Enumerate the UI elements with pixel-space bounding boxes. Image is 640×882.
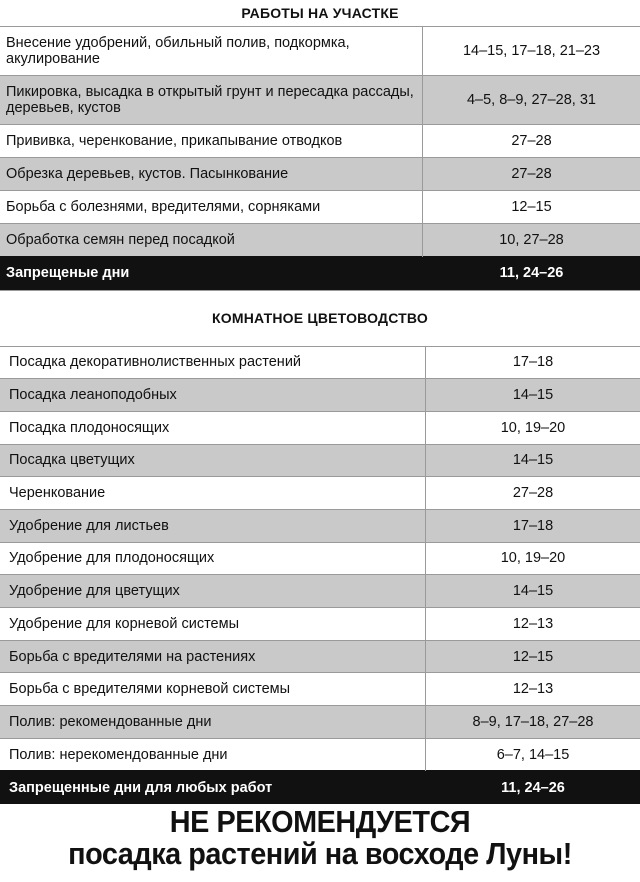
- work-label: Удобрение для цветущих: [0, 575, 426, 608]
- work-label: Обрезка деревьев, кустов. Пасынкование: [0, 158, 423, 191]
- work-label: Прививка, черенкование, прикапывание отводков: [0, 125, 423, 158]
- work-days: 10, 27–28: [423, 224, 640, 257]
- table-row: [0, 411, 640, 444]
- table-row: [0, 542, 640, 575]
- table-row: [0, 379, 640, 412]
- work-days: 12–15: [426, 640, 640, 673]
- work-days: 8–9, 17–18, 27–28: [426, 706, 640, 739]
- table-row: [0, 509, 640, 542]
- table-row: [0, 224, 640, 257]
- forbidden-days: 11, 24–26: [423, 257, 640, 290]
- table-row: [0, 125, 640, 158]
- work-label: Внесение удобрений, обильный полив, подкормка, акулирование: [0, 27, 423, 76]
- work-label: Удобрение для листьев: [0, 509, 426, 542]
- table-row: [0, 27, 640, 76]
- work-days: 12–15: [423, 191, 640, 224]
- table-row: [0, 608, 640, 641]
- work-label: Посадка декоративнолиственных растений: [0, 346, 426, 379]
- table-row: [0, 477, 640, 510]
- table-row: [0, 76, 640, 125]
- work-label: Полив: рекомендованные дни: [0, 706, 426, 739]
- notice-headline: НЕ РЕКОМЕНДУЕТСЯ: [169, 804, 471, 839]
- forbidden-days-row: [0, 257, 640, 290]
- section-title-indoor: КОМНАТНОЕ ЦВЕТОВОДСТВО: [0, 290, 640, 346]
- indoor-flowers-table: [0, 346, 640, 804]
- forbidden-label: Запрещенные дни для любых работ: [0, 771, 426, 804]
- work-days: 12–13: [426, 608, 640, 641]
- work-days: 17–18: [426, 509, 640, 542]
- work-days: 12–13: [426, 673, 640, 706]
- work-label: Посадка плодоносящих: [0, 411, 426, 444]
- work-label: Борьба с болезнями, вредителями, сорняками: [0, 191, 423, 224]
- work-days: 14–15: [426, 379, 640, 412]
- work-label: Черенкование: [0, 477, 426, 510]
- table-row: [0, 673, 640, 706]
- work-days: 27–28: [423, 158, 640, 191]
- work-days: 10, 19–20: [426, 542, 640, 575]
- work-label: Удобрение для корневой системы: [0, 608, 426, 641]
- table-row: [0, 738, 640, 771]
- work-days: 6–7, 14–15: [426, 738, 640, 771]
- table-row: [0, 706, 640, 739]
- garden-works-table: [0, 26, 640, 290]
- section-title-garden: РАБОТЫ НА УЧАСТКЕ: [241, 5, 399, 21]
- work-days: 17–18: [426, 346, 640, 379]
- work-label: Удобрение для плодоносящих: [0, 542, 426, 575]
- work-label: Обработка семян перед посадкой: [0, 224, 423, 257]
- table-row: [0, 640, 640, 673]
- work-days: 14–15, 17–18, 21–23: [423, 27, 640, 76]
- table-row: [0, 158, 640, 191]
- table-row: [0, 575, 640, 608]
- table-row: [0, 191, 640, 224]
- forbidden-label: Запрещеные дни: [0, 257, 423, 290]
- work-days: 4–5, 8–9, 27–28, 31: [423, 76, 640, 125]
- forbidden-days: 11, 24–26: [426, 771, 640, 804]
- table-row: [0, 346, 640, 379]
- work-days: 10, 19–20: [426, 411, 640, 444]
- work-days: 14–15: [426, 444, 640, 477]
- work-label: Пикировка, высадка в открытый грунт и пересадка рассады, деревьев, кустов: [0, 76, 423, 125]
- work-label: Полив: нерекомендованные дни: [0, 738, 426, 771]
- notice-text: посадка растений на восходе Луны!: [68, 836, 572, 871]
- work-days: 14–15: [426, 575, 640, 608]
- work-label: Борьба с вредителями корневой системы: [0, 673, 426, 706]
- work-label: Посадка цветущих: [0, 444, 426, 477]
- work-days: 27–28: [426, 477, 640, 510]
- work-label: Борьба с вредителями на растениях: [0, 640, 426, 673]
- work-days: 27–28: [423, 125, 640, 158]
- forbidden-days-row: [0, 771, 640, 804]
- moonrise-notice: [0, 806, 640, 870]
- table-row: [0, 444, 640, 477]
- work-label: Посадка леаноподобных: [0, 379, 426, 412]
